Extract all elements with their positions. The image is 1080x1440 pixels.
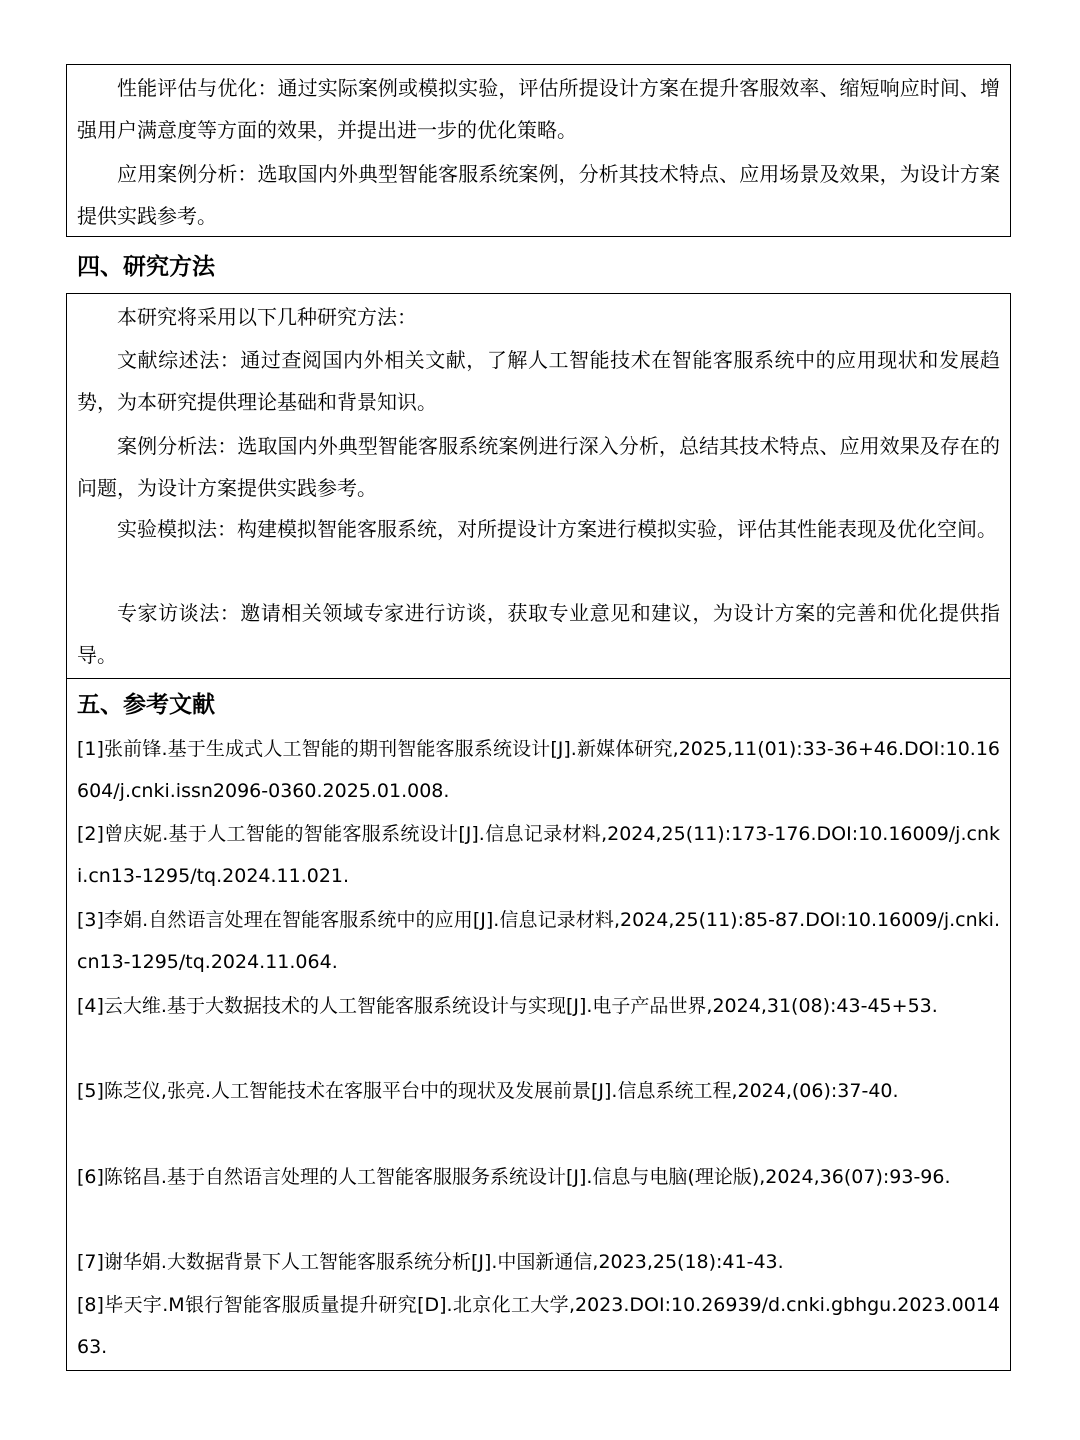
reference-item: [6]陈铭昌.基于自然语言处理的人工智能客服服务系统设计[J].信息与电脑(理论版),2024,36(07):93-96.	[77, 1166, 951, 1188]
paragraph-simulation: 实验模拟法：构建模拟智能客服系统，对所提设计方案进行模拟实验，评估其性能表现及优化空间。	[117, 517, 997, 541]
paragraph-case-application: 应用案例分析：选取国内外典型智能客服系统案例，分析其技术特点、应用场景及效果，为设计方案提供实践参考。	[77, 162, 1000, 228]
section-divider	[67, 678, 1010, 679]
reference-item: [1]张前锋.基于生成式人工智能的期刊智能客服系统设计[J].新媒体研究,2025,11(01):33-36+46.DOI:10.16604/j.cnki.issn2096-0360.2025.01.008.	[77, 738, 1000, 802]
section-title-methods: 四、研究方法	[77, 254, 215, 280]
reference-item: [3]李娟.自然语言处理在智能客服系统中的应用[J].信息记录材料,2024,25(11):85-87.DOI:10.16009/j.cnki.cn13-1295/tq.2024.11.064.	[77, 909, 1000, 973]
reference-item: [7]谢华娟.大数据背景下人工智能客服系统分析[J].中国新通信,2023,25(18):41-43.	[77, 1251, 784, 1273]
reference-item: [5]陈芝仪,张亮.人工智能技术在客服平台中的现状及发展前景[J].信息系统工程,2024,(06):37-40.	[77, 1080, 899, 1102]
paragraph-literature-review: 文献综述法：通过查阅国内外相关文献，了解人工智能技术在智能客服系统中的应用现状和发展趋势，为本研究提供理论基础和背景知识。	[77, 348, 1000, 414]
section-title-references: 五、参考文献	[77, 692, 215, 718]
methods-references-box	[66, 293, 1011, 1371]
top-content-box	[66, 64, 1011, 237]
paragraph-performance: 性能评估与优化：通过实际案例或模拟实验，评估所提设计方案在提升客服效率、缩短响应时间、增强用户满意度等方面的效果，并提出进一步的优化策略。	[77, 76, 1000, 142]
reference-item: [4]云大维.基于大数据技术的人工智能客服系统设计与实现[J].电子产品世界,2024,31(08):43-45+53.	[77, 995, 938, 1017]
paragraph-expert-interview: 专家访谈法：邀请相关领域专家进行访谈，获取专业意见和建议，为设计方案的完善和优化提供指导。	[77, 601, 1000, 667]
paragraph-methods-intro: 本研究将采用以下几种研究方法：	[117, 305, 417, 329]
paragraph-case-study: 案例分析法：选取国内外典型智能客服系统案例进行深入分析，总结其技术特点、应用效果及存在的问题，为设计方案提供实践参考。	[77, 434, 1000, 500]
reference-item: [2]曾庆妮.基于人工智能的智能客服系统设计[J].信息记录材料,2024,25(11):173-176.DOI:10.16009/j.cnki.cn13-1295/tq.2024.11.021.	[77, 823, 1000, 887]
reference-item: [8]毕天宇.M银行智能客服质量提升研究[D].北京化工大学,2023.DOI:10.26939/d.cnki.gbhgu.2023.001463.	[77, 1294, 1000, 1358]
